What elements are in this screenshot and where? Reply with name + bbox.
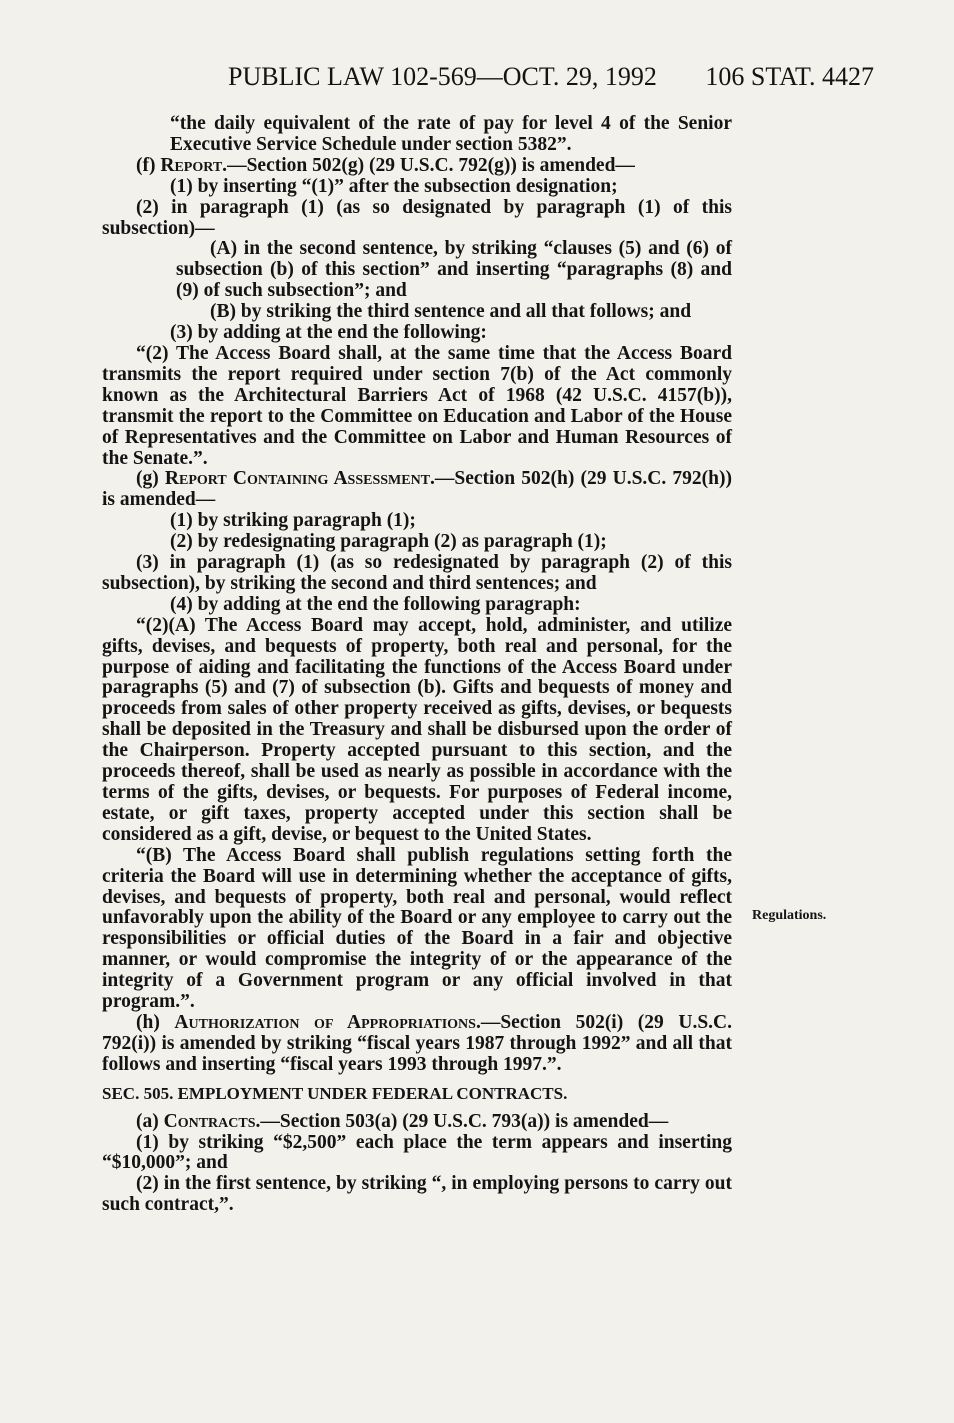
subsection-designation: (g) — [136, 468, 165, 490]
paragraph — [102, 239, 732, 302]
paragraph-text: (2) in the first sentence, by striking “, in employing persons to carry out such contract,”. — [102, 1173, 732, 1216]
paragraph — [102, 595, 732, 616]
paragraph — [102, 846, 732, 1013]
subsection-designation: (a) — [136, 1110, 164, 1132]
paragraph-text: —Section 503(a) (29 U.S.C. 793(a)) is amended— — [260, 1110, 669, 1132]
paragraph — [102, 323, 732, 344]
subsection-heading: Authorization of Appropriations. — [174, 1011, 481, 1033]
margin-note-regulations: Regulations. — [752, 908, 827, 923]
paragraph-text: (3) by adding at the end the following: — [170, 322, 487, 344]
paragraph-text: (2) in paragraph (1) (as so designated by paragraph (1) of this subsection)— — [102, 196, 732, 239]
paragraph-text: (A) in the second sentence, by striking “clauses (5) and (6) of subsection (b) of this section” and inserting “paragraphs (8) and (9) of such subsection”; and — [176, 238, 732, 302]
subsection-designation: (h) — [136, 1011, 175, 1033]
paragraph-text: (B) by striking the third sentence and all that follows; and — [210, 301, 692, 323]
paragraph-text: (4) by adding at the end the following paragraph: — [170, 593, 581, 615]
paragraph-text: —Section 502(g) (29 U.S.C. 792(g)) is amended— — [227, 154, 635, 176]
paragraph — [102, 553, 732, 595]
paragraph — [102, 114, 732, 156]
paragraph — [102, 177, 732, 198]
paragraph — [102, 616, 732, 846]
paragraph — [102, 1013, 732, 1076]
paragraph — [102, 1133, 732, 1175]
paragraph-text: —Section 502(i) (29 U.S.C. 792(i)) is amended by striking “fiscal years 1987 through 1992” and all that follows and inserting “fiscal years 1993 through 1997.”. — [102, 1011, 732, 1075]
paragraph — [102, 511, 732, 532]
paragraph-text: “(2) The Access Board shall, at the same time that the Access Board transmits the report required under section 7(b) of the Act commonly known as the Architectural Barriers Act of 1968 (42 U.S.C. 4157(b)), transmit the report to the Committee on Education and Labor of the House of Representatives and the Committee on Labor and Human Resources of the Senate.”. — [102, 342, 732, 469]
paragraph — [102, 344, 732, 469]
section-heading — [102, 1084, 732, 1105]
subsection-designation: (f) — [136, 154, 161, 176]
header-law-citation: PUBLIC LAW 102-569—OCT. 29, 1992 — [228, 62, 657, 91]
paragraph-text: (3) in paragraph (1) (as so redesignated by paragraph (2) of this subsection), by striking the second and third sentences; and — [102, 552, 732, 594]
paragraph — [102, 302, 732, 323]
paragraph — [102, 198, 732, 240]
paragraph-text: (1) by striking paragraph (1); — [170, 510, 416, 532]
paragraph-text: “(B) The Access Board shall publish regulations setting forth the criteria the Board will use in determining whether the acceptance of gifts, devises, and bequests of property, both real and personal, would reflect unfavorably upon the ability of the Board or any employee to carry out the responsibilities or official duties of the Board in a fair and objective manner, or would compromise the integrity of or the appearance of the integrity of a Government program or any official involved in that program.”. — [102, 844, 732, 1013]
paragraph — [102, 532, 732, 553]
paragraph-text: (2) by redesignating paragraph (2) as paragraph (1); — [170, 531, 607, 553]
header-stat-page: 106 STAT. 4427 — [705, 62, 874, 91]
paragraph-text: (1) by inserting “(1)” after the subsection designation; — [170, 175, 618, 197]
subsection-heading: Report Containing Assessment. — [164, 468, 435, 490]
paragraph — [102, 156, 732, 177]
subsection-heading: Report. — [160, 154, 228, 176]
statute-body — [102, 114, 732, 1216]
paragraph-text: SEC. 505. EMPLOYMENT UNDER FEDERAL CONTRACTS. — [102, 1083, 568, 1103]
paragraph-text: (1) by striking “$2,500” each place the term appears and inserting “$10,000”; and — [102, 1131, 732, 1174]
subsection-heading: Contracts. — [163, 1110, 261, 1132]
paragraph — [102, 1174, 732, 1216]
paragraph — [102, 1112, 732, 1133]
paragraph — [102, 469, 732, 511]
paragraph-text: “(2)(A) The Access Board may accept, hold, administer, and utilize gifts, devises, and bequests of property, both real and personal, for the purpose of aiding and facilitating the functions of the Access Board under paragraphs (5) and (7) of subsection (b). Gifts and bequests of money and proceeds from sales of other property received as gifts, devises, or bequests shall be deposited in the Treasury and shall be disbursed upon the order of the Chairperson. Property accepted pursuant to this section, and the proceeds thereof, shall be used as nearly as possible in accordance with the terms of the gifts, devises, or bequests. For purposes of Federal income, estate, or gift taxes, property accepted under this section shall be considered as a gift, devise, or bequest to the United States. — [102, 614, 732, 845]
paragraph-text: “the daily equivalent of the rate of pay for level 4 of the Senior Executive Service Schedule under section 5382”. — [170, 113, 732, 155]
paragraph-text: —Section 502(h) (29 U.S.C. 792(h)) is amended— — [102, 468, 732, 511]
